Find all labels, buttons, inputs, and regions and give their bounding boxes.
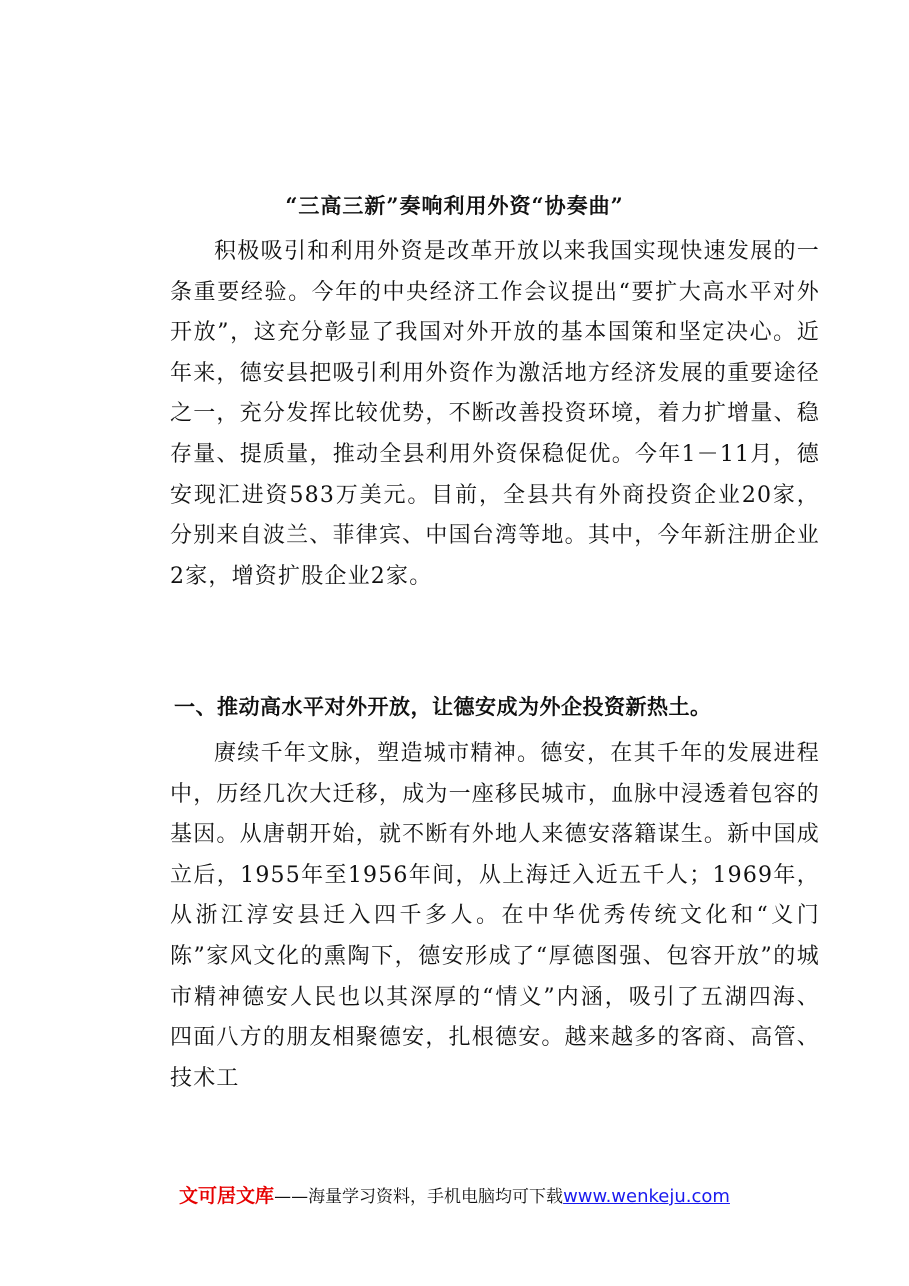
footer-brand: 文可居文库	[179, 1185, 275, 1207]
footer-tagline: ——海量学习资料，手机电脑均可下载	[274, 1187, 564, 1207]
section-heading: 一、推动高水平对外开放，让德安成为外企投资新热土。	[174, 695, 712, 719]
footer-banner	[0, 1182, 909, 1211]
footer-link[interactable]: www.wenkeju.com	[563, 1186, 730, 1207]
document-title: “三高三新”奏响利用外资“协奏曲”	[285, 193, 624, 218]
paragraph-intro: 积极吸引和利用外资是改革开放以来我国实现快速发展的一条重要经验。今年的中央经济工作会议提出“要扩大高水平对外开放”，这充分彰显了我国对外开放的基本国策和坚定决心。近年来，德安县把吸引利用外资作为激活地方经济发展的重要途径之一，充分发挥比较优势，不断改善投资环境，着力扩增量、稳存量、提质量，推动全县利用外资保稳促优。今年1－11月，德安现汇进资583万美元。目前，全县共有外商投资企业20家，分别来自波兰、菲律宾、中国台湾等地。其中，今年新注册企业2家，增资扩股企业2家。	[170, 239, 820, 589]
paragraph-section-1: 赓续千年文脉，塑造城市精神。德安，在其千年的发展进程中，历经几次大迁移，成为一座移民城市，血脉中浸透着包容的基因。从唐朝开始，就不断有外地人来德安落籍谋生。新中国成立后，1955年至1956年间，从上海迁入近五千人；1969年，从浙江淳安县迁入四千多人。在中华优秀传统文化和“义门陈”家风文化的熏陶下，德安形成了“厚德图强、包容开放”的城市精神德安人民也以其深厚的“情义”内涵，吸引了五湖四海、四面八方的朋友相聚德安，扎根德安。越来越多的客商、高管、技术工	[170, 741, 820, 1091]
